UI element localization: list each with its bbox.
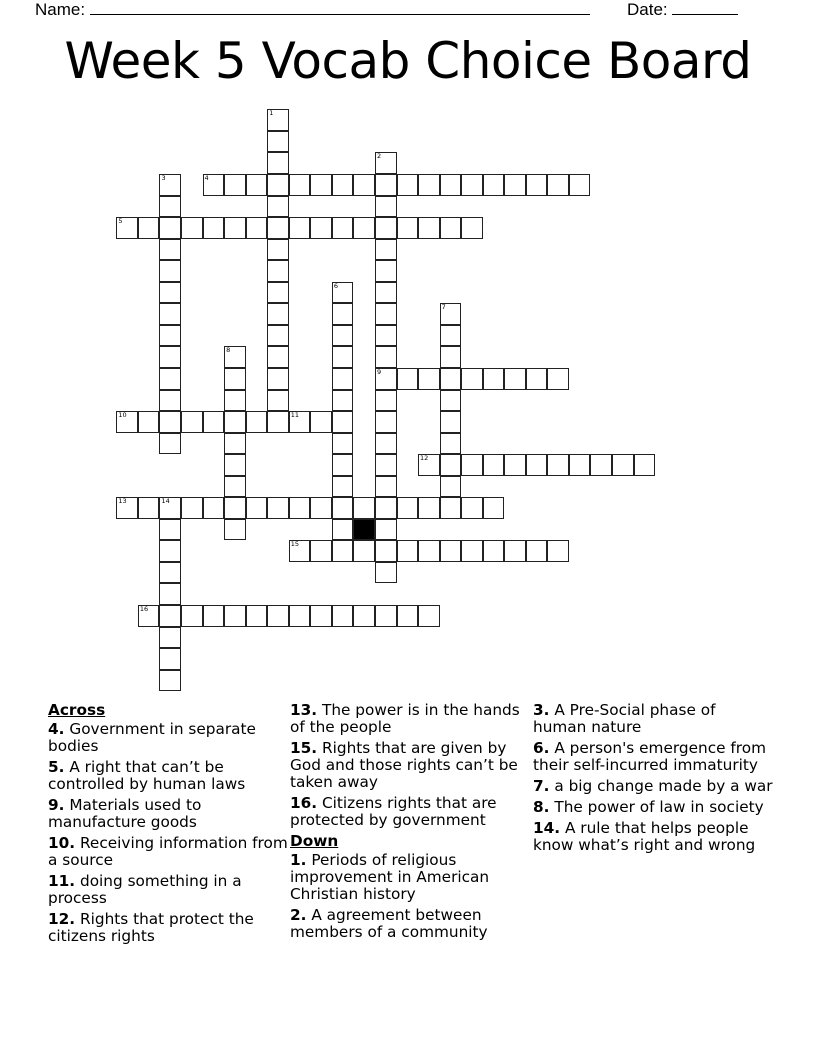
crossword-cell[interactable] bbox=[310, 217, 332, 239]
crossword-cell[interactable] bbox=[289, 605, 311, 627]
crossword-cell[interactable] bbox=[332, 325, 354, 347]
crossword-cell[interactable] bbox=[547, 174, 569, 196]
crossword-cell[interactable] bbox=[483, 540, 505, 562]
clue-num: 7. bbox=[533, 777, 550, 795]
crossword-cell[interactable] bbox=[375, 282, 397, 304]
crossword-cell[interactable] bbox=[375, 497, 397, 519]
crossword-cell[interactable] bbox=[332, 605, 354, 627]
black-cell bbox=[353, 519, 375, 541]
clue-number: 5 bbox=[118, 217, 123, 226]
crossword-cell[interactable] bbox=[267, 368, 289, 390]
crossword-cell[interactable] bbox=[138, 497, 160, 519]
crossword-cell[interactable] bbox=[310, 605, 332, 627]
crossword-cell[interactable] bbox=[375, 519, 397, 541]
page-title: Week 5 Vocab Choice Board bbox=[64, 32, 752, 90]
crossword-cell[interactable] bbox=[483, 368, 505, 390]
crossword-cell[interactable] bbox=[224, 174, 246, 196]
crossword-cell[interactable] bbox=[310, 540, 332, 562]
crossword-cell[interactable] bbox=[224, 497, 246, 519]
crossword-cell[interactable] bbox=[267, 239, 289, 261]
crossword-cell[interactable] bbox=[397, 174, 419, 196]
crossword-cell[interactable] bbox=[375, 196, 397, 218]
crossword-cell[interactable] bbox=[159, 519, 181, 541]
name-label: Name: bbox=[35, 0, 86, 19]
crossword-cell[interactable] bbox=[418, 497, 440, 519]
crossword-cell[interactable] bbox=[375, 174, 397, 196]
across-clue bbox=[290, 702, 530, 736]
crossword-cell[interactable] bbox=[159, 605, 181, 627]
crossword-cell[interactable] bbox=[332, 540, 354, 562]
crossword-cell[interactable] bbox=[397, 497, 419, 519]
crossword-cell[interactable] bbox=[332, 174, 354, 196]
crossword-cell[interactable] bbox=[332, 368, 354, 390]
clue-num: 6. bbox=[533, 739, 550, 757]
clue-number: 9 bbox=[376, 367, 382, 376]
crossword-cell[interactable] bbox=[332, 303, 354, 325]
crossword-cell[interactable] bbox=[332, 476, 354, 498]
clue-number: 11 bbox=[290, 411, 300, 420]
crossword-cell[interactable] bbox=[353, 540, 375, 562]
crossword-cell[interactable] bbox=[332, 217, 354, 239]
clue-text: A person's emergence from their self-incurred immaturity bbox=[533, 739, 766, 774]
clues-column-2 bbox=[290, 702, 530, 945]
clues-column-3 bbox=[533, 702, 773, 858]
crossword-cell[interactable] bbox=[332, 454, 354, 476]
clues-column-1 bbox=[48, 702, 288, 949]
crossword-cell[interactable] bbox=[159, 282, 181, 304]
down-clue bbox=[533, 799, 773, 816]
crossword-cell[interactable] bbox=[159, 433, 181, 455]
crossword-cell[interactable] bbox=[483, 174, 505, 196]
crossword-cell[interactable] bbox=[483, 497, 505, 519]
crossword-cell[interactable] bbox=[246, 217, 268, 239]
crossword-cell[interactable] bbox=[224, 433, 246, 455]
crossword-cell[interactable] bbox=[159, 583, 181, 605]
down-clue bbox=[290, 852, 530, 903]
crossword-cell[interactable] bbox=[397, 605, 419, 627]
clue-num: 9. bbox=[48, 796, 65, 814]
crossword-cell[interactable] bbox=[159, 196, 181, 218]
down-clue bbox=[533, 820, 773, 854]
crossword-cell[interactable] bbox=[203, 497, 225, 519]
clue-text: A Pre-Social phase of human nature bbox=[533, 701, 716, 736]
clue-text: Periods of religious improvement in American Christian history bbox=[290, 851, 490, 903]
crossword-cell[interactable] bbox=[246, 497, 268, 519]
crossword-cell[interactable] bbox=[267, 109, 289, 131]
crossword-cell[interactable] bbox=[461, 540, 483, 562]
across-clue bbox=[48, 873, 288, 907]
clue-num: 4. bbox=[48, 720, 65, 738]
crossword-cell[interactable] bbox=[246, 174, 268, 196]
crossword-cell[interactable] bbox=[375, 260, 397, 282]
down-heading: Down bbox=[290, 832, 339, 850]
crossword-cell[interactable] bbox=[440, 540, 462, 562]
clue-text: Materials used to manufacture goods bbox=[48, 796, 202, 831]
crossword-cell[interactable] bbox=[267, 196, 289, 218]
crossword-cell[interactable] bbox=[138, 217, 160, 239]
crossword-cell[interactable] bbox=[418, 368, 440, 390]
crossword-cell[interactable] bbox=[375, 390, 397, 412]
crossword-cell[interactable] bbox=[353, 605, 375, 627]
crossword-cell[interactable] bbox=[526, 368, 548, 390]
crossword-cell[interactable] bbox=[418, 605, 440, 627]
crossword-cell[interactable] bbox=[203, 605, 225, 627]
crossword-cell[interactable] bbox=[159, 346, 181, 368]
crossword-cell[interactable] bbox=[267, 217, 289, 239]
crossword-cell[interactable] bbox=[181, 217, 203, 239]
crossword-cell[interactable] bbox=[397, 540, 419, 562]
crossword-cell[interactable] bbox=[590, 454, 612, 476]
clue-num: 5. bbox=[48, 758, 65, 776]
clue-number: 14 bbox=[161, 497, 170, 506]
crossword-cell[interactable] bbox=[267, 605, 289, 627]
crossword-cell[interactable] bbox=[203, 411, 225, 433]
clue-num: 10. bbox=[48, 834, 76, 852]
clue-text: The power is in the hands of the people bbox=[290, 701, 520, 736]
crossword-cell[interactable] bbox=[203, 217, 225, 239]
clue-num: 3. bbox=[533, 701, 550, 719]
crossword-cell[interactable] bbox=[267, 303, 289, 325]
crossword-cell[interactable] bbox=[159, 303, 181, 325]
crossword-cell[interactable] bbox=[375, 368, 397, 390]
crossword-cell[interactable] bbox=[375, 540, 397, 562]
clue-text: A agreement between members of a community bbox=[290, 906, 488, 941]
crossword-cell[interactable] bbox=[267, 325, 289, 347]
crossword-cell[interactable] bbox=[375, 152, 397, 174]
across-clue bbox=[48, 835, 288, 869]
crossword-cell[interactable] bbox=[289, 411, 311, 433]
crossword-cell[interactable] bbox=[159, 239, 181, 261]
crossword-cell[interactable] bbox=[267, 346, 289, 368]
crossword-cell[interactable] bbox=[332, 390, 354, 412]
crossword-cell[interactable] bbox=[353, 217, 375, 239]
clue-number: 3 bbox=[161, 174, 166, 182]
crossword-cell[interactable] bbox=[332, 282, 354, 304]
crossword-cell[interactable] bbox=[461, 368, 483, 390]
crossword-cell[interactable] bbox=[397, 368, 419, 390]
crossword-cell[interactable] bbox=[159, 627, 181, 649]
across-clue bbox=[48, 911, 288, 945]
crossword-cell[interactable] bbox=[267, 390, 289, 412]
crossword-cell[interactable] bbox=[203, 174, 225, 196]
clue-text: A right that can’t be controlled by human laws bbox=[48, 758, 246, 793]
crossword-cell[interactable] bbox=[267, 131, 289, 153]
crossword-cell[interactable] bbox=[375, 476, 397, 498]
clue-number: 12 bbox=[420, 454, 429, 463]
across-clue bbox=[48, 721, 288, 755]
crossword-cell[interactable] bbox=[267, 152, 289, 174]
crossword-cell[interactable] bbox=[246, 411, 268, 433]
crossword-cell[interactable] bbox=[569, 454, 591, 476]
crossword-cell[interactable] bbox=[159, 174, 181, 196]
crossword-cell[interactable] bbox=[440, 174, 462, 196]
crossword-cell[interactable] bbox=[224, 368, 246, 390]
crossword-cell[interactable] bbox=[461, 174, 483, 196]
crossword-cell[interactable] bbox=[181, 605, 203, 627]
crossword-cell[interactable] bbox=[224, 346, 246, 368]
crossword-cell[interactable] bbox=[375, 303, 397, 325]
crossword-cell[interactable] bbox=[267, 497, 289, 519]
clue-num: 16. bbox=[290, 794, 318, 812]
date-label: Date: bbox=[627, 0, 668, 19]
crossword-cell[interactable] bbox=[547, 454, 569, 476]
crossword-cell[interactable] bbox=[526, 540, 548, 562]
crossword-cell[interactable] bbox=[440, 303, 462, 325]
crossword-cell[interactable] bbox=[332, 519, 354, 541]
crossword-cell[interactable] bbox=[461, 217, 483, 239]
crossword-cell[interactable] bbox=[440, 497, 462, 519]
crossword-cell[interactable] bbox=[440, 433, 462, 455]
crossword-cell[interactable] bbox=[547, 368, 569, 390]
clue-text: doing something in a process bbox=[48, 872, 242, 907]
crossword-cell[interactable] bbox=[526, 454, 548, 476]
clue-text: Rights that are given by God and those rights can’t be taken away bbox=[290, 739, 518, 791]
clue-num: 8. bbox=[533, 798, 550, 816]
clue-text: The power of law in society bbox=[554, 798, 764, 816]
crossword-cell[interactable] bbox=[483, 454, 505, 476]
crossword-cell[interactable] bbox=[375, 454, 397, 476]
crossword-cell[interactable] bbox=[504, 540, 526, 562]
crossword-cell[interactable] bbox=[375, 562, 397, 584]
crossword-cell[interactable] bbox=[289, 217, 311, 239]
crossword-cell[interactable] bbox=[159, 648, 181, 670]
crossword-cell[interactable] bbox=[181, 411, 203, 433]
crossword-cell[interactable] bbox=[332, 433, 354, 455]
crossword-cell[interactable] bbox=[224, 519, 246, 541]
crossword-cell[interactable] bbox=[612, 454, 634, 476]
crossword-cell[interactable] bbox=[375, 346, 397, 368]
crossword-cell[interactable] bbox=[224, 217, 246, 239]
crossword-cell[interactable] bbox=[116, 497, 138, 519]
crossword-cell[interactable] bbox=[504, 174, 526, 196]
clue-number: 2 bbox=[376, 152, 382, 161]
across-clue bbox=[48, 797, 288, 831]
crossword-cell[interactable] bbox=[440, 217, 462, 239]
clue-number: 16 bbox=[139, 605, 149, 613]
clue-num: 1. bbox=[290, 851, 307, 869]
clue-num: 15. bbox=[290, 739, 318, 757]
crossword-cell[interactable] bbox=[224, 411, 246, 433]
crossword-cell[interactable] bbox=[353, 174, 375, 196]
crossword-cell[interactable] bbox=[159, 217, 181, 239]
clue-number: 4 bbox=[204, 174, 209, 182]
crossword-cell[interactable] bbox=[310, 411, 332, 433]
clue-num: 12. bbox=[48, 910, 76, 928]
crossword-cell[interactable] bbox=[418, 217, 440, 239]
crossword-cell[interactable] bbox=[159, 411, 181, 433]
crossword-cell[interactable] bbox=[569, 174, 591, 196]
down-clue bbox=[533, 702, 773, 736]
crossword-cell[interactable] bbox=[375, 217, 397, 239]
clue-number: 13 bbox=[118, 497, 127, 506]
crossword-cell[interactable] bbox=[440, 454, 462, 476]
clue-text: a big change made by a war bbox=[554, 777, 773, 795]
crossword-cell[interactable] bbox=[310, 174, 332, 196]
crossword-cell[interactable] bbox=[246, 605, 268, 627]
crossword-cell[interactable] bbox=[289, 174, 311, 196]
crossword-cell[interactable] bbox=[289, 540, 311, 562]
clue-text: Rights that protect the citizens rights bbox=[48, 910, 254, 945]
clue-text: Receiving information from a source bbox=[48, 834, 288, 869]
crossword-cell[interactable] bbox=[159, 562, 181, 584]
crossword-cell[interactable] bbox=[353, 497, 375, 519]
crossword-cell[interactable] bbox=[224, 476, 246, 498]
clue-number: 15 bbox=[290, 540, 300, 549]
down-clue bbox=[533, 740, 773, 774]
crossword-cell[interactable] bbox=[138, 605, 160, 627]
crossword-cell[interactable] bbox=[332, 346, 354, 368]
crossword-cell[interactable] bbox=[159, 390, 181, 412]
clue-number: 8 bbox=[226, 346, 231, 355]
clue-number: 10 bbox=[118, 411, 127, 420]
crossword-cell[interactable] bbox=[267, 282, 289, 304]
crossword-cell[interactable] bbox=[375, 239, 397, 261]
crossword-cell[interactable] bbox=[159, 670, 181, 692]
crossword-cell[interactable] bbox=[181, 497, 203, 519]
crossword-cell[interactable] bbox=[375, 605, 397, 627]
crossword-cell[interactable] bbox=[267, 411, 289, 433]
crossword-cell[interactable] bbox=[461, 497, 483, 519]
down-clue bbox=[533, 778, 773, 795]
crossword-cell[interactable] bbox=[440, 368, 462, 390]
crossword-cell[interactable] bbox=[159, 260, 181, 282]
crossword-cell[interactable] bbox=[332, 411, 354, 433]
crossword-cell[interactable] bbox=[224, 390, 246, 412]
across-clue bbox=[290, 740, 530, 791]
crossword-cell[interactable] bbox=[159, 368, 181, 390]
across-clue bbox=[290, 795, 530, 829]
crossword-cell[interactable] bbox=[138, 411, 160, 433]
crossword-cell[interactable] bbox=[289, 497, 311, 519]
crossword-cell[interactable] bbox=[224, 605, 246, 627]
clue-text: A rule that helps people know what’s right and wrong bbox=[533, 819, 756, 854]
crossword-cell[interactable] bbox=[397, 217, 419, 239]
crossword-cell[interactable] bbox=[375, 325, 397, 347]
crossword-cell[interactable] bbox=[634, 454, 656, 476]
crossword-cell[interactable] bbox=[310, 497, 332, 519]
crossword-cell[interactable] bbox=[440, 325, 462, 347]
crossword-cell[interactable] bbox=[440, 390, 462, 412]
crossword-cell[interactable] bbox=[440, 476, 462, 498]
down-clue bbox=[290, 907, 530, 941]
crossword-cell[interactable] bbox=[159, 540, 181, 562]
across-heading: Across bbox=[48, 701, 106, 719]
crossword-cell[interactable] bbox=[375, 411, 397, 433]
across-clue bbox=[48, 759, 288, 793]
crossword-cell[interactable] bbox=[418, 454, 440, 476]
crossword-cell[interactable] bbox=[116, 217, 138, 239]
crossword-cell[interactable] bbox=[461, 454, 483, 476]
crossword-cell[interactable] bbox=[440, 411, 462, 433]
crossword-cell[interactable] bbox=[504, 454, 526, 476]
clue-num: 14. bbox=[533, 819, 561, 837]
clue-num: 13. bbox=[290, 701, 318, 719]
clue-text: Government in separate bodies bbox=[48, 720, 256, 755]
crossword-cell[interactable] bbox=[526, 174, 548, 196]
crossword-cell[interactable] bbox=[547, 540, 569, 562]
crossword-cell[interactable] bbox=[267, 174, 289, 196]
crossword-cell[interactable] bbox=[224, 454, 246, 476]
crossword-cell[interactable] bbox=[159, 325, 181, 347]
clue-number: 7 bbox=[441, 303, 446, 312]
crossword-cell[interactable] bbox=[159, 497, 181, 519]
crossword-cell[interactable] bbox=[332, 497, 354, 519]
crossword-cell[interactable] bbox=[440, 346, 462, 368]
crossword-cell[interactable] bbox=[418, 540, 440, 562]
crossword-cell[interactable] bbox=[418, 174, 440, 196]
clue-number: 1 bbox=[269, 109, 274, 118]
crossword-cell[interactable] bbox=[116, 411, 138, 433]
clue-num: 11. bbox=[48, 872, 76, 890]
crossword-cell[interactable] bbox=[375, 433, 397, 455]
crossword-cell[interactable] bbox=[267, 260, 289, 282]
clue-num: 2. bbox=[290, 906, 307, 924]
clue-number: 6 bbox=[333, 281, 338, 290]
clue-text: Citizens rights that are protected by government bbox=[290, 794, 497, 829]
crossword-cell[interactable] bbox=[504, 368, 526, 390]
